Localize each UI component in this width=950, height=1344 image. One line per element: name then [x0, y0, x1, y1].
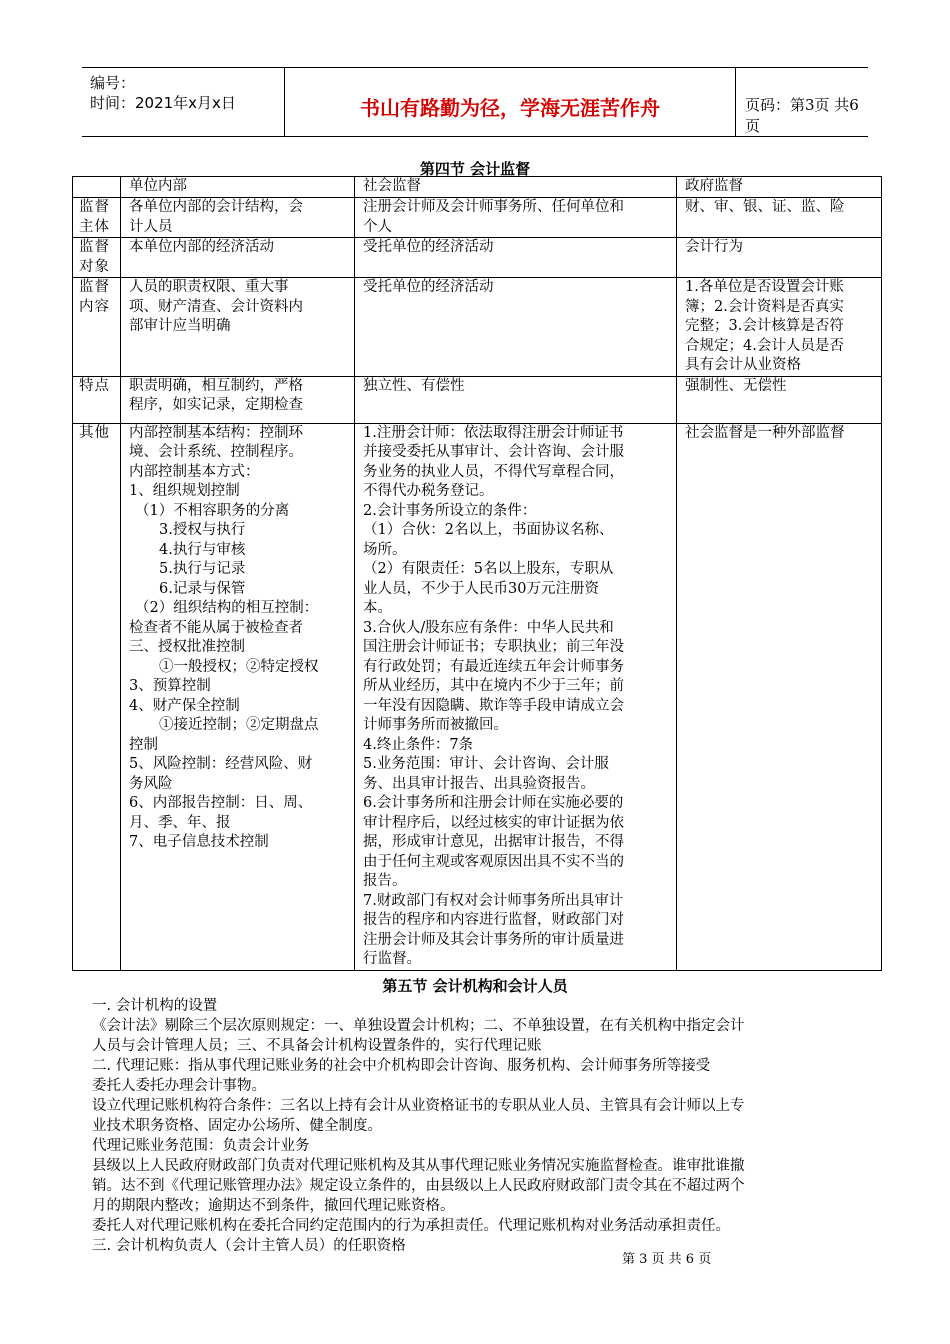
cell-social [355, 278, 677, 377]
text-line: 报告的程序和内容进行监督，财政部门对 [363, 912, 624, 928]
text-line: 5.执行与记录 [159, 561, 246, 577]
text-line: 注册会计师及其会计事务所的审计质量进 [363, 931, 624, 948]
section5-title: 第五节 会计机构和会计人员 [382, 977, 568, 995]
text-line: 控制 [129, 736, 158, 753]
text-line: ①接近控制；②定期盘点 [159, 717, 319, 733]
section4-title: 第四节 会计监督 [419, 160, 531, 178]
text-line: ①一般授权；②特定授权 [159, 658, 319, 675]
text-line: 务风险 [129, 775, 173, 792]
serial-label: 编号： [90, 74, 136, 92]
text-line: 报告。 [363, 873, 407, 889]
text-line: 所从业经历，其中在境内不少于三年；前 [363, 678, 624, 694]
text-line: 个人 [363, 218, 392, 235]
col-header-internal: 单位内部 [121, 177, 355, 198]
cell-internal [121, 376, 355, 423]
table-row-subject [73, 198, 882, 238]
text-line: 7.财政部门有权对会计师事务所出具审计 [363, 892, 624, 909]
text-line: 受托单位的经济活动 [363, 279, 494, 295]
text-line: 国注册会计师证书；专职执业；前三年没 [363, 639, 624, 655]
text-line: 月的期限内整改；逾期达不到条件，撤回代理记账资格。 [92, 1198, 455, 1214]
cell-government [677, 376, 882, 423]
row-label [73, 376, 121, 423]
text-line: 监督 [79, 239, 110, 255]
cell-internal [121, 278, 355, 377]
text-line: 完整；3.会计核算是否符 [685, 318, 844, 334]
text-line: 检查者不能从属于被检查者 [129, 619, 303, 636]
text-line: 监督 [79, 199, 110, 215]
text-line: 本单位内部的经济活动 [129, 239, 274, 255]
text-line: 计师事务所而被撤回。 [363, 717, 508, 733]
text-line: 代理记账业务范围：负责会计业务 [92, 1138, 310, 1154]
text-line: 6.记录与保管 [159, 580, 246, 597]
text-line: 5、风险控制：经营风险、财 [129, 756, 313, 772]
page-footer: 第 3 页 共 6 页 [622, 1252, 712, 1267]
text-line: 行监督。 [363, 951, 421, 967]
text-line: 各单位内部的会计结构，会 [129, 199, 303, 215]
text-line: 主体 [79, 218, 110, 235]
header-motto-cell [284, 68, 736, 136]
text-line: 受托单位的经济活动 [363, 239, 494, 255]
text-line: 委托人委托办理会计事物。 [92, 1078, 266, 1094]
text-line: 对象 [79, 258, 110, 275]
text-line: 据，形成审计意见，出据审计报告，不得 [363, 834, 624, 850]
text-line: 项、财产清查、会计资料内 [129, 298, 303, 315]
text-line: 场所。 [363, 541, 407, 558]
row-label [73, 278, 121, 377]
text-line: 一年没有因隐瞒、欺诈等手段申请成立会 [363, 697, 624, 714]
col-header-social: 社会监督 [355, 177, 677, 198]
text-line: 1、组织规划控制 [129, 483, 240, 499]
text-line: （2）有限责任：5名以上股东，专职从 [363, 561, 614, 577]
text-line: 人员的职责权限、重大事 [129, 279, 289, 295]
text-line: 部审计应当明确 [129, 318, 231, 334]
text-line: 3.合伙人/股东应有条件：中华人民共和 [363, 619, 614, 636]
text-line: 6、内部报告控制：日、周、 [129, 795, 313, 811]
text-line: 境、会计系统、控制程序。 [129, 444, 303, 460]
text-line: 务、出具审计报告、出具验资报告。 [363, 775, 595, 792]
text-line: 簿；2.会计资料是否真实 [685, 298, 844, 315]
text-line: 财、审、银、证、监、险 [685, 199, 845, 215]
text-line: （2）组织结构的相互控制： [135, 600, 319, 616]
row-label [73, 198, 121, 238]
text-line: 委托人对代理记账机构在委托合同约定范围内的行为承担责任。代理记账机构对业务活动承担责任。 [92, 1218, 730, 1234]
table-header-row [73, 177, 882, 198]
cell-internal [121, 198, 355, 238]
cell-social [355, 198, 677, 238]
text-line: 三、授权批准控制 [129, 639, 245, 655]
text-line: 4、财产保全控制 [129, 697, 240, 714]
supervision-table [72, 176, 882, 971]
text-line: 月、季、年、报 [129, 814, 231, 831]
page-header [82, 67, 868, 137]
header-page-cell [735, 68, 868, 136]
text-line: 2.会计事务所设立的条件： [363, 502, 537, 519]
text-line: 内容 [79, 298, 110, 315]
text-line: 业人员，不少于人民币30万元注册资 [363, 580, 599, 597]
text-line: 合规定；4.会计人员是否 [685, 337, 844, 354]
text-line: 4.执行与审核 [159, 541, 246, 558]
text-line: 由于任何主观或客观原因出具不实不当的 [363, 853, 624, 870]
text-line: 内部控制基本结构：控制环 [129, 424, 303, 441]
text-line: 不得代办税务登记。 [363, 483, 494, 499]
motto: 书山有路勤为径，学海无涯苦作舟 [360, 96, 660, 120]
text-line: 三. 会计机构负责人（会计主管人员）的任职资格 [92, 1238, 406, 1254]
text-line: 有行政处罚；有最近连续五年会计师事务 [363, 658, 624, 675]
text-line: 本。 [363, 600, 392, 616]
text-line: 审计程序后，以经过核实的审计证据为依 [363, 814, 624, 831]
cell-government [677, 238, 882, 278]
text-line: 监督 [79, 279, 110, 295]
text-line: （1）合伙：2名以上，书面协议名称、 [363, 522, 614, 538]
text-line: 销。达不到《代理记账管理办法》规定设立条件的，由县级以上人民政府财政部门责令其在不超过两个 [92, 1178, 745, 1194]
text-line: 5.业务范围：审计、会计咨询、会计服 [363, 756, 609, 772]
text-line: 6.会计事务所和注册会计师在实施必要的 [363, 795, 624, 811]
text-line: 程序，如实记录，定期检查 [129, 397, 303, 413]
text-line: 1.各单位是否设置会计账 [685, 279, 844, 295]
text-line: 职责明确，相互制约，严格 [129, 377, 303, 394]
text-line: 3、预算控制 [129, 678, 211, 694]
text-line: 内部控制基本方式： [129, 463, 260, 480]
page-label: 页码：第3页 共6页 [745, 96, 859, 135]
table-row-object [73, 238, 882, 278]
text-line: 会计行为 [685, 239, 743, 255]
text-line: 设立代理记账机构符合条件：三名以上持有会计从业资格证书的专职从业人员、主管具有会计师以上专 [92, 1098, 745, 1114]
text-line: 人员与会计管理人员；三、不具备会计机构设置条件的，实行代理记账 [92, 1038, 542, 1054]
text-line: 具有会计从业资格 [685, 357, 801, 373]
row-label [73, 238, 121, 278]
text-line: 强制性、无偿性 [685, 377, 787, 394]
text-line: 并接受委托从事审计、会计咨询、会计服 [363, 444, 624, 460]
table-row-other [73, 423, 882, 970]
time-label: 时间：2021年x月x日 [90, 94, 236, 112]
text-line: 社会监督是一种外部监督 [685, 424, 845, 441]
text-line: 《会计法》剔除三个层次原则规定：一、单独设置会计机构；二、不单独设置，在有关机构中指定会计 [92, 1018, 745, 1034]
cell-social [355, 423, 677, 970]
cell-government [677, 423, 882, 970]
table-row-content [73, 278, 882, 377]
text-line: （1）不相容职务的分离 [135, 502, 290, 519]
text-line: 二. 代理记账：指从事代理记账业务的社会中介机构即会计咨询、服务机构、会计师事务所等接受 [92, 1058, 711, 1074]
cell-internal [121, 238, 355, 278]
col-header-government: 政府监督 [677, 177, 882, 198]
text-line: 7、电子信息技术控制 [129, 834, 269, 850]
text-line: 一. 会计机构的设置 [92, 998, 218, 1014]
text-line: 业技术职务资格、固定办公场所、健全制度。 [92, 1118, 382, 1134]
text-line: 务业务的执业人员，不得代写章程合同， [363, 463, 624, 480]
text-line: 3.授权与执行 [159, 522, 246, 538]
cell-social [355, 376, 677, 423]
text-line: 计人员 [129, 218, 173, 235]
row-label [73, 423, 121, 970]
table-row-feature [73, 376, 882, 423]
text-line: 特点 [79, 377, 110, 394]
text-line: 4.终止条件：7条 [363, 736, 474, 753]
section5-body [92, 996, 872, 1256]
cell-social [355, 238, 677, 278]
text-line: 其他 [79, 424, 110, 441]
text-line: 独立性、有偿性 [363, 377, 465, 394]
text-line: 注册会计师及会计师事务所、任何单位和 [363, 199, 624, 215]
cell-internal [121, 423, 355, 970]
text-line: 县级以上人民政府财政部门负责对代理记账机构及其从事代理记账业务情况实施监督检查。谁审批谁撤 [92, 1158, 745, 1174]
cell-government [677, 278, 882, 377]
header-meta [82, 68, 284, 136]
text-line: 1.注册会计师：依法取得注册会计师证书 [363, 424, 624, 441]
cell-government [677, 198, 882, 238]
